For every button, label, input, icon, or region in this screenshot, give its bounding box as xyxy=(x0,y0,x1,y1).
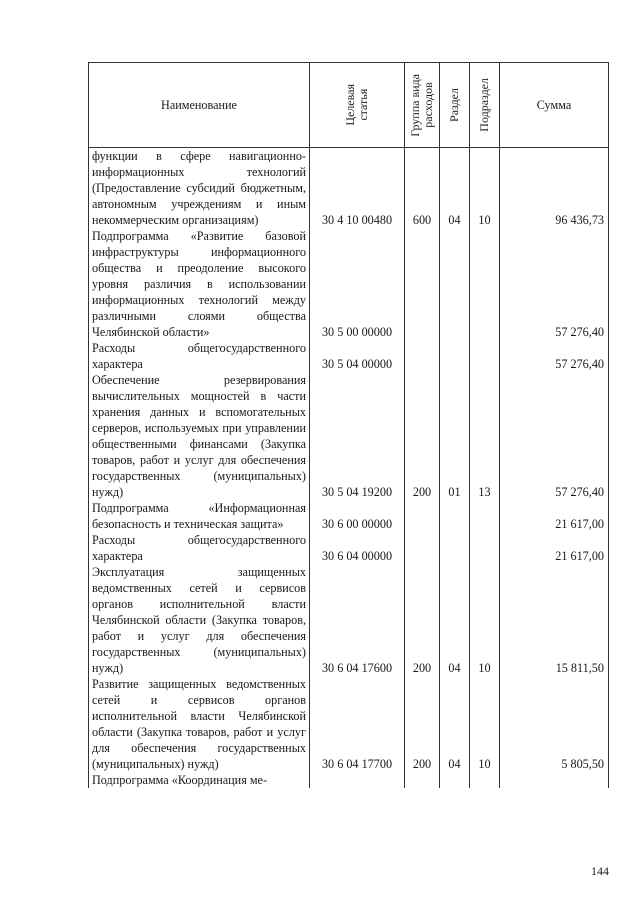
row-name: Расходы общегосударственного характера xyxy=(89,532,310,564)
header-expense-group xyxy=(405,63,440,148)
row-section: 04 xyxy=(440,148,470,229)
row-subsection: 13 xyxy=(470,372,500,500)
row-section: 04 xyxy=(440,564,470,676)
row-section: 01 xyxy=(440,372,470,500)
header-expense-group-label: Группа вида расходов xyxy=(408,73,435,137)
row-subsection xyxy=(470,228,500,340)
budget-table xyxy=(88,62,609,788)
row-section: 04 xyxy=(440,676,470,772)
row-amount: 21 617,00 xyxy=(500,532,609,564)
row-subsection xyxy=(470,500,500,532)
continuation-text: Подпрограмма «Координация ме- xyxy=(89,772,310,788)
header-section xyxy=(440,63,470,148)
row-expense-group xyxy=(405,340,440,372)
header-name xyxy=(89,63,310,148)
row-section xyxy=(440,532,470,564)
table-row xyxy=(89,372,609,500)
row-subsection xyxy=(470,532,500,564)
row-expense-group: 200 xyxy=(405,564,440,676)
table-header-row xyxy=(89,63,609,148)
row-name: Обеспечение резервирования вычислительных мощностей в части хранения данных и вспомогательных серверов, используемых при управлении общественными финансами (Закупка товаров, работ и услуг для обеспечения государственных (муниципальных) нужд) xyxy=(89,372,310,500)
row-expense-group: 600 xyxy=(405,148,440,229)
row-name: Эксплуатация защищенных ведомственных сетей и сервисов органов исполнительной власти Челябинской области (Закупка товаров, работ и услуг для обеспечения государственных (муниципальных) нужд) xyxy=(89,564,310,676)
continuation-row xyxy=(89,772,609,788)
row-expense-group: 200 xyxy=(405,676,440,772)
row-target-article: 30 4 10 00480 xyxy=(310,148,405,229)
row-section xyxy=(440,500,470,532)
row-subsection: 10 xyxy=(470,676,500,772)
row-target-article: 30 6 04 17600 xyxy=(310,564,405,676)
row-name: Подпрограмма «Информационная безопасность и техническая защита» xyxy=(89,500,310,532)
table-row xyxy=(89,340,609,372)
header-subsection-label: Подраздел xyxy=(477,78,491,132)
header-section-label: Раздел xyxy=(447,88,461,122)
row-target-article: 30 6 04 17700 xyxy=(310,676,405,772)
row-expense-group xyxy=(405,228,440,340)
table-row xyxy=(89,564,609,676)
row-amount: 57 276,40 xyxy=(500,372,609,500)
table-row xyxy=(89,676,609,772)
header-amount xyxy=(500,63,609,148)
table-row xyxy=(89,228,609,340)
row-subsection: 10 xyxy=(470,148,500,229)
row-target-article: 30 5 04 19200 xyxy=(310,372,405,500)
table-row xyxy=(89,148,609,229)
row-amount: 15 811,50 xyxy=(500,564,609,676)
row-expense-group: 200 xyxy=(405,372,440,500)
row-subsection xyxy=(470,340,500,372)
header-target-article-label: Целевая статья xyxy=(343,84,370,126)
row-expense-group xyxy=(405,500,440,532)
row-section xyxy=(440,340,470,372)
header-subsection xyxy=(470,63,500,148)
table-row xyxy=(89,532,609,564)
row-target-article: 30 5 04 00000 xyxy=(310,340,405,372)
page-number: 144 xyxy=(591,864,609,878)
row-amount: 57 276,40 xyxy=(500,228,609,340)
row-amount: 21 617,00 xyxy=(500,500,609,532)
row-target-article: 30 5 00 00000 xyxy=(310,228,405,340)
row-name: Развитие защищенных ведомственных сетей и сервисов органов исполнительной власти Челябинской области (Закупка товаров, работ и услуг для обеспечения государственных (муниципальных) нужд) xyxy=(89,676,310,772)
row-subsection: 10 xyxy=(470,564,500,676)
row-expense-group xyxy=(405,532,440,564)
row-section xyxy=(440,228,470,340)
row-name: Подпрограмма «Развитие базовой инфраструктуры информационного общества и преодоление высокого уровня различия в использовании информационных технологий между различными слоями общества Челябинской области» xyxy=(89,228,310,340)
row-name: Расходы общегосударственного характера xyxy=(89,340,310,372)
row-name: функции в сфере навигационно-информационных технологий (Предоставление субсидий бюджетным, автономным учреждениям и иным некоммерческим организациям) xyxy=(89,148,310,229)
row-target-article: 30 6 00 00000 xyxy=(310,500,405,532)
table-row xyxy=(89,500,609,532)
row-amount: 96 436,73 xyxy=(500,148,609,229)
row-target-article: 30 6 04 00000 xyxy=(310,532,405,564)
header-name-label: Наименование xyxy=(161,98,237,112)
row-amount: 57 276,40 xyxy=(500,340,609,372)
header-target-article xyxy=(310,63,405,148)
row-amount: 5 805,50 xyxy=(500,676,609,772)
header-amount-label: Сумма xyxy=(536,98,572,112)
